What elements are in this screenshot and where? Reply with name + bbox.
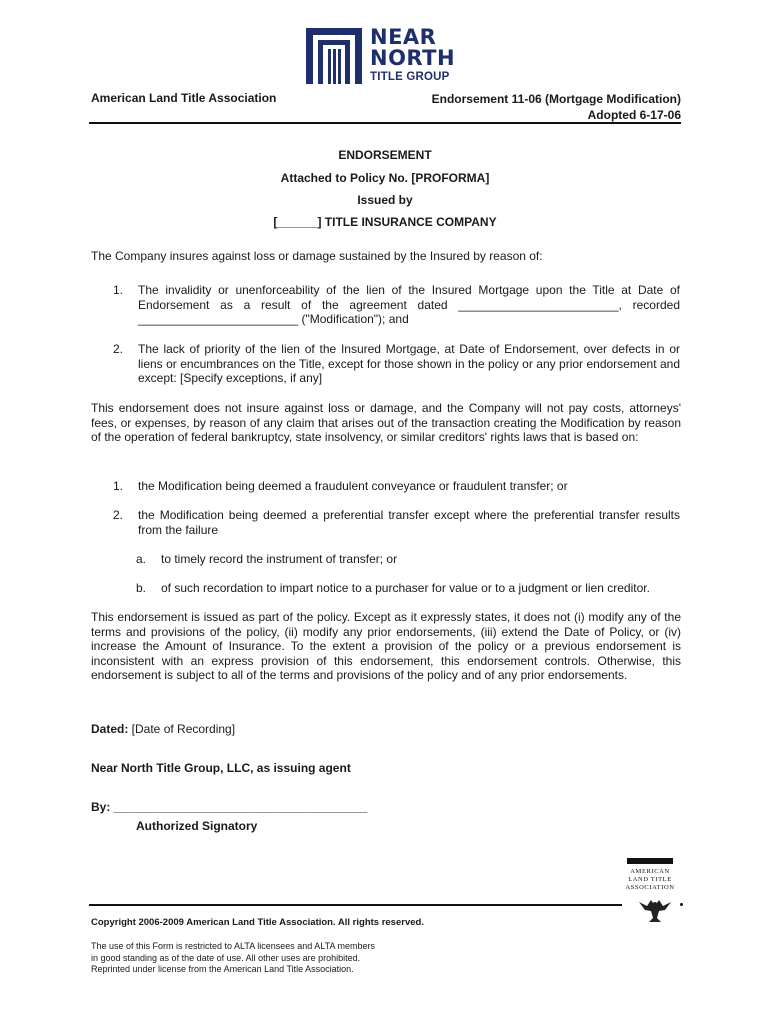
list-item: The lack of priority of the lien of the Insured Mortgage, at Date of Endorsement, over defects in or liens or encumbrances on the Title, except for those shown in the policy or any prior endorsement and except: [Specify exceptions, if any]: [138, 342, 680, 386]
authorized-signatory: Authorized Signatory: [136, 819, 258, 833]
list-item-number: 2.: [113, 342, 124, 356]
dated-line: [91, 722, 235, 736]
document-title: ENDORSEMENT: [338, 148, 432, 162]
logo-line-title-group: TITLE GROUP: [370, 71, 450, 83]
header-endorsement-number: Endorsement 11-06 (Mortgage Modification): [431, 92, 681, 106]
signature-blank: ______________________________________: [110, 800, 368, 814]
footer-usage-note: [91, 941, 375, 976]
issuing-agent: Near North Title Group, LLC, as issuing agent: [91, 761, 351, 775]
sub-item-letter: b.: [136, 581, 147, 595]
dated-label: Dated:: [91, 722, 129, 736]
sub-item: to timely record the instrument of transfer; or: [161, 552, 398, 566]
footer-note-line: in good standing as of the date of use. All other uses are prohibited.: [91, 952, 361, 963]
footer-copyright: Copyright 2006-2009 American Land Title Association. All rights reserved.: [91, 917, 424, 928]
header-endorsement-info: [432, 91, 681, 123]
alta-logo-line: ASSOCIATION: [625, 884, 675, 891]
dated-value: [Date of Recording]: [128, 722, 236, 736]
signature-line: [91, 800, 367, 814]
list-item-number: 2.: [113, 508, 124, 522]
policy-number-line: Attached to Policy No. [PROFORMA]: [280, 171, 490, 185]
closing-paragraph: This endorsement is issued as part of the policy. Except as it expressly states, it does not (i) modify any of the terms and provisions of the policy, (ii) modify any prior endorsements, (iii) extend the Date of Policy, or (iv) increase the Amount of Insurance. To the extent a provision of the policy or a previous endorsement is inconsistent with an express provision of this endorsement, this endorsement controls. Otherwise, this endorsement is subject to all of the terms and provisions of the policy and of any prior endorsements.: [91, 610, 681, 683]
footer-note-line: The use of this Form is restricted to ALTA licensees and ALTA members: [91, 941, 375, 951]
list-item: The invalidity or unenforceability of the lien of the Insured Mortgage upon the Title at Date of Endorsement as a result of the agreement dated ________________________, recorded ________________________ ("Modification"); and: [138, 283, 680, 327]
intro-paragraph: The Company insures against loss or damage sustained by the Insured by reason of:: [91, 249, 543, 263]
alta-logo-line: AMERICAN: [630, 868, 670, 875]
footer-divider: [89, 904, 622, 906]
logo-line-near: NEAR: [370, 25, 437, 49]
insurance-company-line: [______] TITLE INSURANCE COMPANY: [273, 215, 497, 229]
list-item: the Modification being deemed a preferential transfer except where the preferential transfer results from the failure: [138, 508, 680, 537]
footer-note-line: Reprinted under license from the American Land Title Association.: [91, 964, 354, 974]
header-association: American Land Title Association: [91, 91, 277, 105]
header-divider: [89, 122, 681, 124]
sub-item: of such recordation to impart notice to a purchaser for value or to a judgment or lien creditor.: [161, 581, 650, 595]
list-item-number: 1.: [113, 283, 124, 297]
list-item: the Modification being deemed a fraudulent conveyance or fraudulent transfer; or: [138, 479, 568, 493]
sub-item-letter: a.: [136, 552, 147, 566]
signature-label: By:: [91, 800, 111, 814]
issued-by-line: Issued by: [357, 193, 413, 207]
decorative-dot: [680, 903, 683, 906]
logo-line-north: NORTH: [370, 46, 456, 70]
list-item-number: 1.: [113, 479, 124, 493]
exclusion-paragraph: This endorsement does not insure against loss or damage, and the Company will not pay costs, attorneys' fees, or expenses, by reason of any claim that arises out of the transaction creating the Modification by reason of the operation of federal bankruptcy, state insolvency, or similar creditors' rights laws that is based on:: [91, 401, 681, 445]
alta-logo: [625, 858, 675, 892]
eagle-emblem-icon: [635, 896, 675, 924]
alta-logo-line: LAND TITLE: [628, 876, 672, 883]
near-north-logo: [370, 27, 455, 84]
alta-logo-bar: [627, 858, 673, 864]
near-north-logo-mark-icon: [306, 28, 362, 84]
header-adopted-date: Adopted 6-17-06: [587, 108, 681, 122]
